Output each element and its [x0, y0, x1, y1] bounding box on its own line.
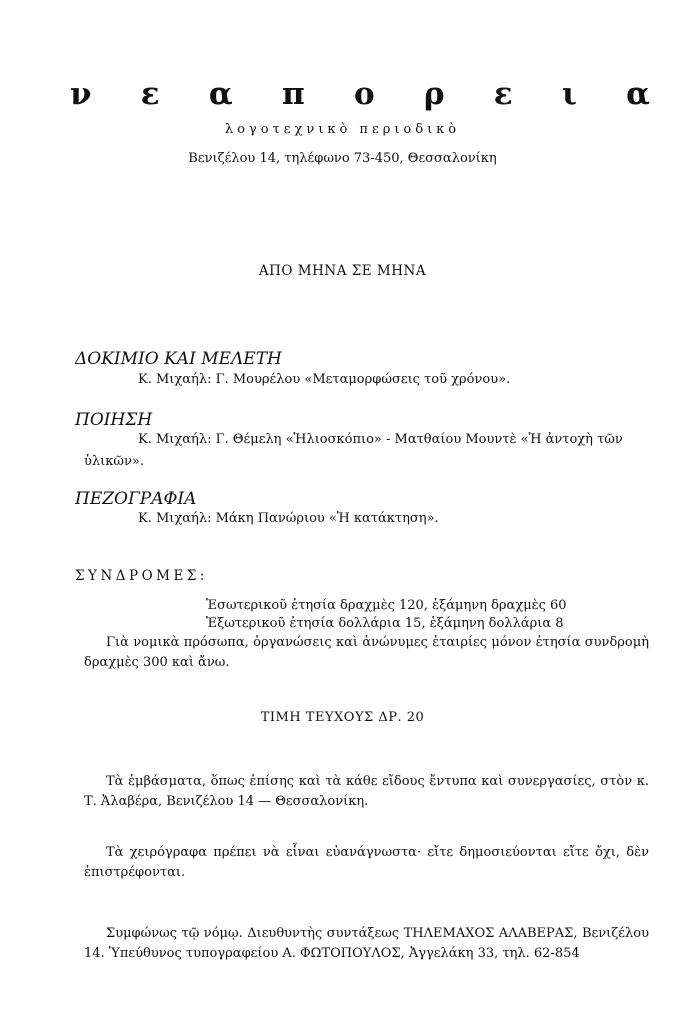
subscription-organizations: Γιὰ νομικὰ πρόσωπα, ὀργανώσεις καὶ ἀνώνυμες ἑταιρίες μόνον ἐτησία συνδρομὴ δραχμὲς 300 καὶ ἄνω.	[84, 635, 649, 670]
journal-subtitle: λογοτεχνικὸ περιοδικὸ	[224, 122, 461, 137]
masthead-letter: ε	[493, 76, 513, 112]
masthead-letter: α	[626, 76, 650, 112]
masthead-letter: ν	[70, 76, 92, 112]
masthead-title	[70, 74, 650, 114]
masthead-letter: α	[208, 76, 233, 112]
rubric-essay: ΔΟΚΙΜΙΟ ΚΑΙ ΜΕΛΕΤΗ	[75, 349, 282, 369]
subscription-domestic: Ἐσωτερικοῦ ἐτησία δραχμὲς 120, ἑξάμηνη δραχμὲς 60	[206, 598, 567, 613]
contents-entry-essay: Κ. Μιχαήλ: Γ. Μουρέλου «Μεταμορφώσεις τοῦ χρόνου».	[138, 372, 511, 387]
manuscripts-note: Τὰ χειρόγραφα πρέπει νὰ εἶναι εὐανάγνωστα· εἴτε δημοσιεύονται εἴτε ὄχι, δὲν ἐπιστρέφονται.	[84, 845, 649, 880]
section-heading: ΑΠΟ ΜΗΝΑ ΣΕ ΜΗΝΑ	[258, 263, 427, 279]
masthead-letter: π	[281, 76, 305, 112]
legal-imprint: Συμφώνως τῷ νόμῳ. Διευθυντὴς συντάξεως ΤΗΛΕΜΑΧΟΣ ΑΛΑΒΕΡΑΣ, Βενιζέλου 14. Ὑπεύθυνος τυπογραφείου Α. ΦΩΤΟΠΟΥΛΟΣ, Ἀγγελάκη 33, τηλ. 62-854	[84, 926, 649, 961]
rubric-prose: ΠΕΖΟΓΡΑΦΙΑ	[75, 489, 197, 509]
masthead-letter: ε	[140, 76, 160, 112]
masthead-letter: ο	[353, 76, 375, 112]
journal-address: Βενιζέλου 14, τηλέφωνο 73-450, Θεσσαλονίκη	[188, 151, 497, 166]
remittance-note: Τὰ ἐμβάσματα, ὅπως ἐπίσης καὶ τὰ κάθε εἴδους ἔντυπα καὶ συνεργασίες, στὸν κ. Τ. Ἀλαβέρα, Βενιζέλου 14 — Θεσσαλονίκη.	[84, 774, 649, 809]
rubric-poetry: ΠΟΙΗΣΗ	[75, 410, 153, 430]
masthead-letter: ρ	[423, 76, 445, 112]
subscription-foreign: Ἐξωτερικοῦ ἐτησία δολλάρια 15, ἑξάμηνη δολλάρια 8	[206, 616, 564, 631]
subscriptions-heading: ΣΥΝΔΡΟΜΕΣ:	[75, 568, 208, 584]
contents-entry-poetry: Κ. Μιχαήλ: Γ. Θέμελη «Ἡλιοσκόπιο» - Ματθαίου Μουντὲ «Ἡ ἀντοχὴ τῶν ὑλικῶν».	[84, 432, 623, 469]
masthead-letter: ι	[561, 76, 577, 112]
contents-entry-prose: Κ. Μιχαήλ: Μάκη Πανώριου «Ἡ κατάκτηση».	[138, 511, 439, 526]
issue-price: ΤΙΜΗ ΤΕΥΧΟΥΣ ΔΡ. 20	[260, 710, 425, 725]
